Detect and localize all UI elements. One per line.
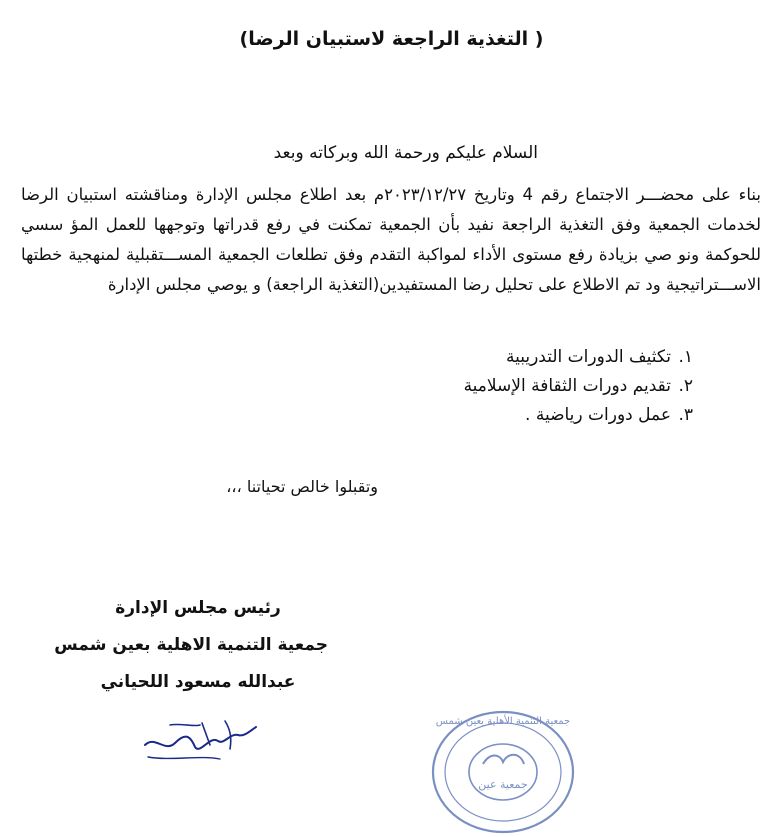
body-paragraph: بناء على محضـــر الاجتماع رقم 4 وتاريخ ٢٠٢٣/١٢/٢٧م بعد اطلاع مجلس الإدارة ومناقشته استبيان الرضا لخدمات الجمعية وفق التغذية الراجعة نفيد بأن الجمعية تمكنت في رفع قدراتها وتوجهها للعمل المؤ سسي للحوكمة ونو صي بزيادة رفع مستوى الأداء لمواكبة التقدم وفق تطلعات الجمعية المســـتقبلية لمنهجية خطتها الاســـتراتيجية ود تم الاطلاع على تحليل رضا المستفيدين(التغذية الراجعة) و يوصي مجلس الإدارة xyxy=(21,185,761,294)
list-item-number: ١. xyxy=(678,347,693,367)
list-item-number: ٢. xyxy=(678,376,693,396)
list-item-text: تكثيف الدورات التدريبية xyxy=(505,347,671,367)
signatory-name: عبدالله مسعود اللحياني xyxy=(100,672,296,692)
page-title: ( التغذية الراجعة لاستبيان الرضا) xyxy=(239,28,544,50)
svg-text:جمعية عين: جمعية عين xyxy=(478,778,528,791)
svg-text:جمعية التنمية الأهلية بعين شمس: جمعية التنمية الأهلية بعين شمس xyxy=(435,716,571,727)
recommendations-list xyxy=(464,343,693,430)
handwritten-signature xyxy=(140,705,260,775)
signatory-position: رئيس مجلس الإدارة xyxy=(115,598,281,618)
signatory-organization: جمعية التنمية الاهلية بعين شمس xyxy=(54,635,328,655)
list-item xyxy=(464,343,693,372)
greeting-text: السلام عليكم ورحمة الله وبركاته وبعد xyxy=(273,143,538,163)
list-item-text: عمل دورات رياضية . xyxy=(525,405,671,425)
list-item xyxy=(464,401,693,430)
list-item-number: ٣. xyxy=(678,405,693,425)
list-item xyxy=(464,372,693,401)
signatory-block xyxy=(54,590,328,701)
closing-text: وتقبلوا خالص تحياتنا ،،، xyxy=(226,477,378,496)
list-item-text: تقديم دورات الثقافة الإسلامية xyxy=(463,376,671,396)
organization-stamp xyxy=(428,702,578,837)
